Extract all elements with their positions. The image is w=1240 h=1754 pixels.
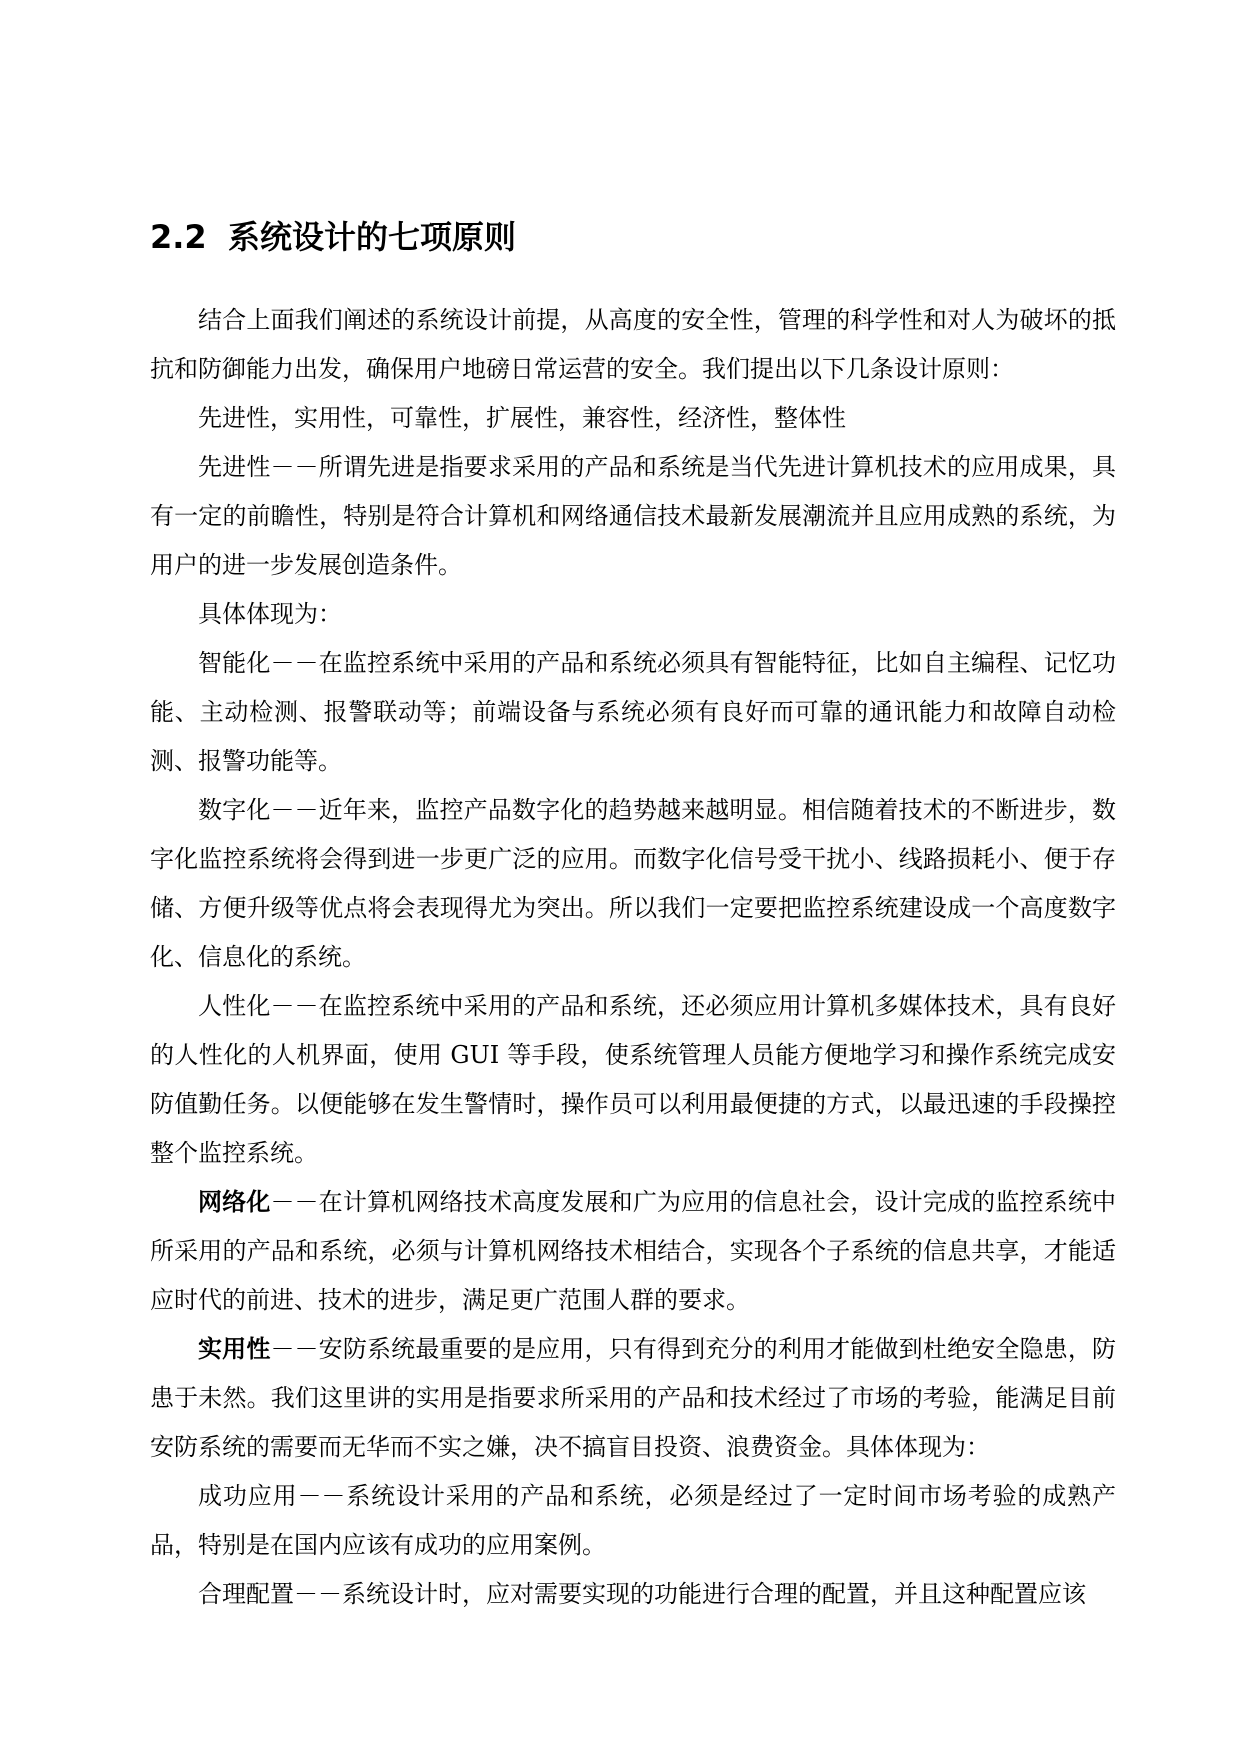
paragraph-text: －－近年来，监控产品数字化的趋势越来越明显。相信随着技术的不断进步，数字化监控系统将会得到进一步更广泛的应用。而数字化信号受干扰小、线路损耗小、便于存储、方便升级等优点将会表现得尤为突出。所以我们一定要把监控系统建设成一个高度数字化、信息化的系统。 bbox=[150, 796, 1116, 971]
paragraph-lead-term: 网络化 bbox=[198, 1188, 271, 1216]
paragraph bbox=[150, 296, 1116, 394]
paragraph bbox=[150, 1325, 1116, 1472]
paragraph bbox=[150, 1472, 1116, 1570]
paragraph bbox=[150, 443, 1116, 590]
paragraph bbox=[150, 394, 1116, 443]
paragraph-lead-term: 实用性 bbox=[198, 1335, 271, 1363]
paragraph-text: 具体体现为： bbox=[198, 600, 342, 628]
paragraph-lead-term: 数字化 bbox=[198, 796, 271, 824]
paragraph-lead-term: 人性化 bbox=[198, 992, 271, 1020]
body-text bbox=[150, 296, 1116, 1619]
paragraph bbox=[150, 639, 1116, 786]
paragraph bbox=[150, 982, 1116, 1178]
paragraph-text: 先进性，实用性，可靠性，扩展性，兼容性，经济性，整体性 bbox=[198, 404, 846, 432]
paragraph-lead-term: 先进性 bbox=[198, 453, 271, 481]
paragraph-text: －－系统设计时，应对需要实现的功能进行合理的配置，并且这种配置应该 bbox=[294, 1580, 1086, 1608]
paragraph-lead-term: 智能化 bbox=[198, 649, 271, 677]
paragraph-text: －－在监控系统中采用的产品和系统，还必须应用计算机多媒体技术，具有良好的人性化的人机界面，使用 GUI 等手段，使系统管理人员能方便地学习和操作系统完成安防值勤任务。以便能够在发生警情时，操作员可以利用最便捷的方式，以最迅速的手段操控整个监控系统。 bbox=[150, 992, 1116, 1167]
paragraph bbox=[150, 1178, 1116, 1325]
section-title: 系统设计的七项原则 bbox=[228, 218, 517, 256]
section-heading bbox=[150, 217, 516, 257]
paragraph-lead-term: 成功应用 bbox=[198, 1482, 298, 1510]
paragraph-text: －－在监控系统中采用的产品和系统必须具有智能特征，比如自主编程、记忆功能、主动检测、报警联动等；前端设备与系统必须有良好而可靠的通讯能力和故障自动检测、报警功能等。 bbox=[150, 649, 1116, 775]
paragraph-text: －－安防系统最重要的是应用，只有得到充分的利用才能做到杜绝安全隐患，防患于未然。我们这里讲的实用是指要求所采用的产品和技术经过了市场的考验，能满足目前安防系统的需要而无华而不实之嫌，决不搞盲目投资、浪费资金。具体体现为： bbox=[150, 1335, 1116, 1461]
paragraph bbox=[150, 590, 1116, 639]
paragraph-text: －－所谓先进是指要求采用的产品和系统是当代先进计算机技术的应用成果，具有一定的前瞻性，特别是符合计算机和网络通信技术最新发展潮流并且应用成熟的系统，为用户的进一步发展创造条件。 bbox=[150, 453, 1116, 579]
paragraph-text: －－系统设计采用的产品和系统，必须是经过了一定时间市场考验的成熟产品，特别是在国内应该有成功的应用案例。 bbox=[150, 1482, 1117, 1559]
section-number: 2.2 bbox=[150, 218, 207, 256]
paragraph bbox=[150, 786, 1116, 982]
paragraph-lead-term: 合理配置 bbox=[198, 1580, 294, 1608]
paragraph-text: －－在计算机网络技术高度发展和广为应用的信息社会，设计完成的监控系统中所采用的产品和系统，必须与计算机网络技术相结合，实现各个子系统的信息共享，才能适应时代的前进、技术的进步，满足更广范围人群的要求。 bbox=[150, 1188, 1116, 1314]
paragraph-text: 结合上面我们阐述的系统设计前提，从高度的安全性，管理的科学性和对人为破坏的抵抗和防御能力出发，确保用户地磅日常运营的安全。我们提出以下几条设计原则： bbox=[150, 306, 1116, 383]
paragraph bbox=[150, 1570, 1116, 1619]
